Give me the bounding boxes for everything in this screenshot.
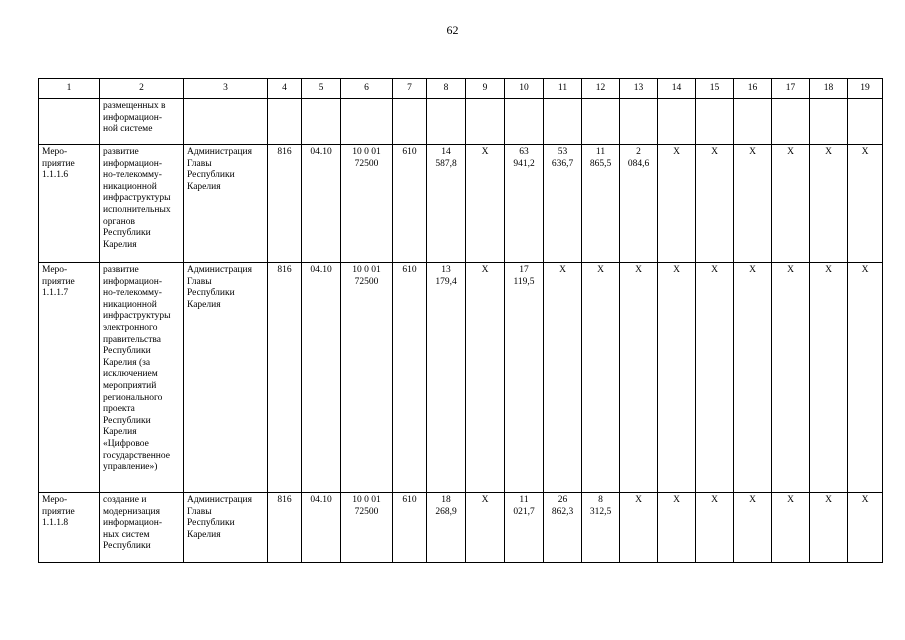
table-cell: X bbox=[848, 263, 883, 493]
table-cell bbox=[696, 99, 734, 145]
table-cell bbox=[184, 99, 268, 145]
header-cell: 13 bbox=[620, 79, 658, 99]
table-cell: 610 bbox=[393, 493, 427, 563]
table-cell: X bbox=[810, 145, 848, 263]
table-row bbox=[39, 99, 883, 145]
table-cell: размещенных в информацион- ной системе bbox=[100, 99, 184, 145]
header-cell: 4 bbox=[268, 79, 302, 99]
table-cell: 11 865,5 bbox=[582, 145, 620, 263]
table-cell bbox=[302, 99, 341, 145]
table-row bbox=[39, 263, 883, 493]
table-cell bbox=[427, 99, 466, 145]
page-number: 62 bbox=[446, 23, 459, 37]
table-cell bbox=[582, 99, 620, 145]
table-cell: 10 0 01 72500 bbox=[341, 263, 393, 493]
table-cell: X bbox=[620, 493, 658, 563]
table-cell bbox=[39, 99, 100, 145]
header-cell: 1 bbox=[39, 79, 100, 99]
table-cell: 13 179,4 bbox=[427, 263, 466, 493]
table-cell bbox=[393, 99, 427, 145]
table-cell: X bbox=[544, 263, 582, 493]
table-body bbox=[39, 99, 883, 563]
table-cell: 816 bbox=[268, 145, 302, 263]
table-cell: 53 636,7 bbox=[544, 145, 582, 263]
table-cell: 04.10 bbox=[302, 493, 341, 563]
table-cell: X bbox=[734, 493, 772, 563]
header-cell: 8 bbox=[427, 79, 466, 99]
table-cell: 10 0 01 72500 bbox=[341, 145, 393, 263]
table-cell: 26 862,3 bbox=[544, 493, 582, 563]
table-cell: 04.10 bbox=[302, 263, 341, 493]
header-cell: 16 bbox=[734, 79, 772, 99]
table-cell: X bbox=[466, 145, 505, 263]
table-cell: 11 021,7 bbox=[505, 493, 544, 563]
table-cell: развитие информацион- но-телекомму- никационной инфраструктуры электронного правительства Республики Карелия (за исключением мероприятий регионального проекта Республики Карелия «Цифровое государственное управление») bbox=[100, 263, 184, 493]
table-cell: X bbox=[696, 493, 734, 563]
table-cell: Меро- приятие 1.1.1.6 bbox=[39, 145, 100, 263]
table-cell: 63 941,2 bbox=[505, 145, 544, 263]
table-cell: 10 0 01 72500 bbox=[341, 493, 393, 563]
table-cell: X bbox=[696, 263, 734, 493]
table-cell: X bbox=[696, 145, 734, 263]
header-cell: 12 bbox=[582, 79, 620, 99]
table-cell bbox=[810, 99, 848, 145]
table-cell: 04.10 bbox=[302, 145, 341, 263]
header-cell: 6 bbox=[341, 79, 393, 99]
table-cell: X bbox=[772, 493, 810, 563]
table-cell: развитие информацион- но-телекомму- никационной инфраструктуры исполнительных органов Республики Карелия bbox=[100, 145, 184, 263]
table-cell bbox=[505, 99, 544, 145]
header-cell: 11 bbox=[544, 79, 582, 99]
table-cell: X bbox=[466, 263, 505, 493]
table-row bbox=[39, 493, 883, 563]
table-cell bbox=[544, 99, 582, 145]
table-cell: X bbox=[848, 493, 883, 563]
table-cell bbox=[658, 99, 696, 145]
table-cell: 816 bbox=[268, 493, 302, 563]
header-cell: 18 bbox=[810, 79, 848, 99]
table-cell: X bbox=[658, 145, 696, 263]
table-cell: 14 587,8 bbox=[427, 145, 466, 263]
table-cell: 816 bbox=[268, 263, 302, 493]
table-cell: Администрация Главы Республики Карелия bbox=[184, 493, 268, 563]
table-cell bbox=[772, 99, 810, 145]
table-cell: 610 bbox=[393, 145, 427, 263]
table-cell: 610 bbox=[393, 263, 427, 493]
table-cell: X bbox=[620, 263, 658, 493]
header-cell: 17 bbox=[772, 79, 810, 99]
header-cell: 10 bbox=[505, 79, 544, 99]
table-cell: Меро- приятие 1.1.1.8 bbox=[39, 493, 100, 563]
column-number-row bbox=[39, 79, 883, 99]
table-cell: Администрация Главы Республики Карелия bbox=[184, 145, 268, 263]
table-cell bbox=[848, 99, 883, 145]
header-cell: 15 bbox=[696, 79, 734, 99]
table-cell: 8 312,5 bbox=[582, 493, 620, 563]
table-cell: X bbox=[466, 493, 505, 563]
table-cell: Администрация Главы Республики Карелия bbox=[184, 263, 268, 493]
table-cell: X bbox=[810, 493, 848, 563]
table-cell: X bbox=[658, 493, 696, 563]
header-cell: 19 bbox=[848, 79, 883, 99]
table-cell bbox=[466, 99, 505, 145]
budget-table bbox=[38, 78, 883, 563]
table-cell: X bbox=[772, 145, 810, 263]
table-cell: Меро- приятие 1.1.1.7 bbox=[39, 263, 100, 493]
header-cell: 5 bbox=[302, 79, 341, 99]
table-cell: 17 119,5 bbox=[505, 263, 544, 493]
table-cell: создание и модернизация информацион- ных систем Республики bbox=[100, 493, 184, 563]
table-cell: 2 084,6 bbox=[620, 145, 658, 263]
header-cell: 3 bbox=[184, 79, 268, 99]
table-cell: X bbox=[582, 263, 620, 493]
table-cell: X bbox=[734, 263, 772, 493]
table-cell: X bbox=[734, 145, 772, 263]
table-cell: X bbox=[658, 263, 696, 493]
header-cell: 7 bbox=[393, 79, 427, 99]
table-cell bbox=[341, 99, 393, 145]
table-cell: X bbox=[848, 145, 883, 263]
table-cell bbox=[734, 99, 772, 145]
table-cell bbox=[268, 99, 302, 145]
table-cell: X bbox=[810, 263, 848, 493]
table-row bbox=[39, 145, 883, 263]
header-cell: 9 bbox=[466, 79, 505, 99]
table-cell: X bbox=[772, 263, 810, 493]
header-cell: 14 bbox=[658, 79, 696, 99]
table-cell bbox=[620, 99, 658, 145]
table-cell: 18 268,9 bbox=[427, 493, 466, 563]
header-cell: 2 bbox=[100, 79, 184, 99]
